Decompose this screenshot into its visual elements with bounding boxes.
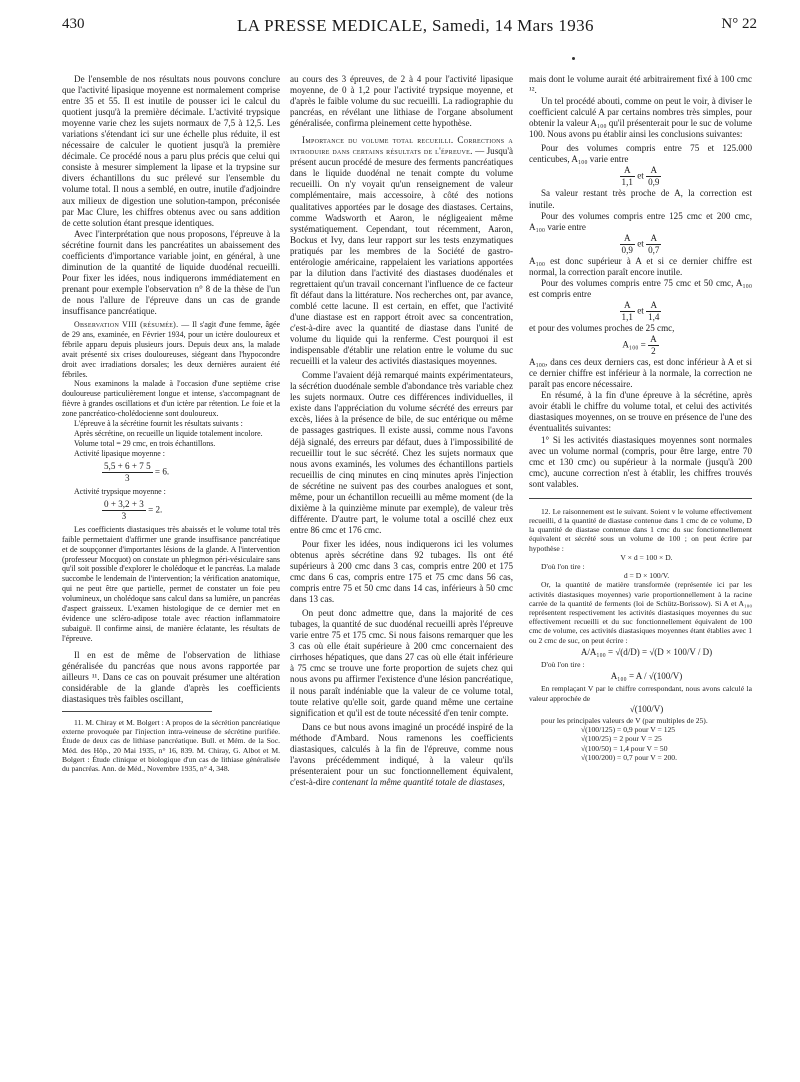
- observation-paragraph: Observation VIII (résumée). — Il s'agit d'une femme, âgée de 29 ans, examinée, en Février 1934, pour un ictère douloureux et fébrile apparu depuis plusieurs jours. Depuis deux ans, la malade avait présenté six crises douloureuses, siégeant dans l'hypocondre droit avec irradiations dorsales; les deux dernières auraient été fébriles.: [62, 320, 281, 379]
- equation-lipase: $\frac{5,5 + 6 + 7 5}{3}$ = 6.: [104, 460, 170, 483]
- column-middle: [290, 74, 513, 788]
- observation-title: Observation VIII (résumée).: [74, 320, 179, 330]
- paragraph: De l'ensemble de nos résultats nous pouvons conclure que l'activité lipasique moyenne est normalement comprise entre 35 et 55. Il est inutile de pousser ici le calcul du quotient jusqu'à la première décimale. L'activité trypsique moyenne varie chez les sujets normaux de 7,5 à 12,5. Les variations s'étendant ici sur une échelle plus réduite, il est nécessaire de calculer le quotient jusqu'à la première décimale. Ce procédé nous a paru plus précis que celui qui consiste à mesurer simplement la lipase et la trypsine sur divers échantillons du suc prélevé sur l'ensemble du volume total. Il nous a semblé, en outre, inutile d'adjoindre aux milieux de digestion une solution-tampon, préconisée par Mac Clure, les chiffres obtenus avec ou sans addition de cette solution étant presque identiques.: [62, 74, 280, 228]
- paragraph: Après sécrétine, on recueille un liquide totalement incolore.: [74, 429, 263, 438]
- paragraph: Activité trypsique moyenne :: [74, 486, 166, 496]
- paragraph: Pour des volumes compris entre 75 cmc et 50 cmc, A₁₀₀ est compris entre: [529, 277, 752, 299]
- paragraph: mais dont le volume aurait été arbitrairement fixé à 100 cmc ¹².: [529, 74, 752, 96]
- column-left: [62, 74, 280, 773]
- footnote-value-row: √(100/200) = 0,7 pour V = 200.: [581, 752, 677, 762]
- paragraph: Pour des volumes compris entre 75 et 125.000 centicubes, A₁₀₀ varie entre: [529, 143, 752, 165]
- footnote-11: 11. M. Chiray et M. Bolgert : A propos de la sécrétion pancréatique externe provoquée par l'injection intra-veineuse de sécrétine purifiée. Étude de deux cas de lithiase pancréatique. Bull. et Mém. de la Soc. Méd. des Hôp., 20 Mai 1935, n° 16, 839. M. Chiray, G. Albot et M. Bolgert : Étude clinique et biologique d'un cas de lithiase généralisée du pancréas. Ann. de Méd., Novembre 1935, n° 4, 348.: [62, 717, 280, 773]
- journal-title: LA PRESSE MEDICALE, Samedi, 14 Mars 1936: [237, 16, 594, 35]
- paragraph: 1° Si les activités diastasiques moyennes sont normales avec un volume normal (compris, pour être large, entre 70 cmc et 130 cmc) ou supérieur à la normale (jusqu'à 200 cmc), aucune correction n'est à établir, les chiffres trouvés sont valables.: [529, 434, 752, 489]
- paragraph: Les coefficients diastasiques très abaissés et le volume total très faible permettaient d'affirmer une grande insuffisance pancréatique et de soupçonner d'importantes lésions de la glande. A l'intervention (professeur Mocquot) on constate un phlegmon péri-vésiculaire sans qu'il soit possible d'explorer le cholédoque et le pancréas. La malade succombe le lendemain de l'intervention; la vérification anatomique, qui ne peut être que partielle, permet de constater un foie peu volumineux, un cholédoque sans calcul dans sa lumière, un pancréas d'aspect graisseux. L'examen histologique de ce dernier met en évidence une scléro-adipose totale avec réaction inflammatoire subaiguë. Il confirme ainsi, de manière éclatante, les résultats de l'épreuve.: [62, 524, 280, 643]
- paragraph: Pour fixer les idées, nous indiquerons ici les volumes obtenus après sécrétine dans 92 tubages. Ils ont été supérieurs à 200 cmc dans 3 cas, compris entre 200 et 175 cmc dans 6 cas, compris entre 175 et 75 cmc dans 56 cas, compris entre 75 et 50 cmc dans 14 cas, inférieurs à 50 cmc dans 13 cas.: [290, 538, 513, 605]
- page-header: [62, 16, 757, 42]
- paragraph: Volume total = 29 cmc, en trois échantillons.: [74, 438, 216, 448]
- paragraph: Activité lipasique moyenne :: [74, 448, 165, 458]
- section-title: Importance du volume total recueilli. Corrections a introduire dans certains résultats de l'épreuve.: [290, 135, 513, 157]
- paragraph: Dans ce but nous avons imaginé un procédé inspiré de la méthode d'Ambard. Nous ramenons les coefficients diastasiques, calculés à la fin de l'épreuve, comme nous l'avons précédemment indiqué, à la valeur qu'ils présenteraient pour un suc fonctionnellement équivalent, c'est-à-dire contenant la même quantité totale de diastases,: [290, 721, 513, 787]
- formula-range-1: $\frac{A}{1,1}$ et $\frac{A}{0,9}$: [621, 165, 660, 188]
- footnote-equation: A₁₀₀ = A / √(100/V): [610, 671, 683, 682]
- formula-25: A₁₀₀ = $\frac{A}{2}$: [622, 334, 657, 357]
- section-paragraph: Importance du volume total recueilli. Corrections a introduire dans certains résultats de l'épreuve. — Jusqu'à présent aucun procédé de mesure des ferments pancréatiques dans le liquide duodénal ne tenait compte du volume recueilli. On n'y voyait qu'un renseignement de valeur complémentaire, mais accessoire, à côté des notions qualitatives apportées par le dosage des diastases. Certains, comme Wadsworth et Aaron, le négligeaient même systématiquement. Cependant, tout récemment, Aaron, Bockus et Ivy, dans leur rapport sur les tests enzymatiques pratiqués par les membres de la Société de gastro-entérologie américaine, rappelaient les variations apportées par la dilution dans l'activité des diastases duodénales et regrettaient qu'un travail concernant l'influence de ce facteur fît défaut dans la littérature. Nos recherches ont, par avance, comblé cette lacune. Il est certain, en effet, que l'activité d'une diastase est en rapport étroit avec sa concentration, c'est-à-dire avec la quantité de diastase dans l'unité de volume du liquide qui la renferme. C'est pourquoi il est indispensable d'établir une relation entre le volume du suc recueilli et la valeur des activités diastasiques moyennes.: [290, 135, 514, 367]
- footnote-equation: V × d = 100 × D.: [620, 552, 673, 562]
- footnote-equation: A/A₁₀₀ = √(d/D) = √(D × 100/V / D): [580, 646, 713, 657]
- footnote-12: 12. Le raisonnement est le suivant. Soient v le volume effectivement recueilli, d la quantité de diastase contenue dans 1 cmc de ce volume, D la quantité de diastase contenue dans 1 cmc du suc fonctionnellement équivalent et sécrété sous un volume de 100 ; on peut écrire par hypothèse :: [529, 506, 752, 553]
- paragraph: Nous examinons la malade à l'occasion d'une septième crise douloureuse particulièrement longue et intense, s'accompagnant de fièvre à grandes oscillations et d'un ictère par rétention. Le foie et la zone pancréatico-cholédocienne sont douloureux.: [62, 379, 280, 419]
- paragraph: En résumé, à la fin d'une épreuve à la sécrétine, après avoir établi le chiffre du volume total, et celui des activités diastasiques moyennes, on se trouve en présence de l'une des éventualités suivantes:: [529, 390, 752, 434]
- paragraph: Il en est de même de l'observation de lithiase généralisée du pancréas que nous avons rapportée par ailleurs ¹¹. Dans ce cas on pouvait présumer une altération considérable de la glande d'après les coefficients diastasiques très faibles oscillant,: [62, 649, 280, 704]
- footnote-equation: d = D × 100/V.: [623, 571, 670, 581]
- footnote-equation: √(100/V): [629, 703, 664, 714]
- paragraph: A₁₀₀ est donc supérieur à A et si ce dernier chiffre est normal, la correction paraît encore inutile.: [529, 255, 752, 277]
- paragraph: A₁₀₀, dans ces deux derniers cas, est donc inférieur à A et si ce dernier chiffre est inférieur à la normale, la correction ne paraît pas encore nécessaire.: [529, 357, 752, 390]
- footnote-rule: [529, 498, 752, 499]
- footnote-text: D'où l'on tire :: [541, 659, 585, 669]
- formula-range-3: $\frac{A}{1,1}$ et $\frac{A}{1,4}$: [621, 299, 660, 322]
- column-right: [529, 74, 752, 762]
- paragraph: Sa valeur restant très proche de A, la correction est inutile.: [529, 188, 752, 210]
- paragraph: au cours des 3 épreuves, de 2 à 4 pour l'activité lipasique moyenne, de 0 à 1,2 pour l'activité trypsique moyenne, et d'après le faible volume du suc recueilli. La radiographie du pancréas, en révélant une lithiase de l'organe absolument généralisée, confirma pleinement cette hypothèse.: [290, 74, 513, 129]
- formula-range-2: $\frac{A}{0,9}$ et $\frac{A}{0,7}$: [621, 232, 660, 255]
- issue-number: N° 22: [721, 16, 757, 32]
- paragraph: On peut donc admettre que, dans la majorité de ces tubages, la quantité de suc duodénal recueilli après l'épreuve varie entre 75 et 175 cmc. Si nous faisons remarquer que les 3 cas où elle était supérieure à 200 cmc concernaient des cirrhoses hépatiques, que dans 27 cas où elle était inférieure à 75 cmc se trouve une forte proportion de sujets chez qui nous avons pu affirmer l'existence d'une lésion pancréatique, il nous paraît indéniable que la valeur de ce volume total, toute relative qu'elle soit, garde quand même une certaine signification et qu'il est de toute nécessité d'en tenir compte.: [290, 608, 513, 718]
- paragraph: Comme l'avaient déjà remarqué maints expérimentateurs, la sécrétion duodénale semble d'abondance très variable chez les sujets normaux. Outre ces différences individuelles, il existe dans l'appréciation du volume sécrété des erreurs par excès, liées à la présence de bile, de suc entérique ou même de passages gastriques. Il existe aussi, comme nous l'avons déjà signalé, des erreurs par défaut, dues à l'impossibilité de recueillir tout le suc sécrété. Chez les sujets normaux que nous avons examinés, les volumes des échantillons partiels recueillis de cinq minutes en cinq minutes après l'injection de sécrétine ne suivent pas des courbes analogues et sont, même, pour un échantillon recueilli au même moment (de la dixième à la quinzième minute par exemple), de valeur très différente. D'autre part, le volume total a oscillé chez eux entre 86 cmc et 176 cmc.: [290, 370, 513, 535]
- footnote-text: Or, la quantité de matière transformée (représentée ici par les activités diastasiques moyennes) varie proportionnellement à la racine carrée de la quantité de ferments (loi de Schütz-Borissow). Si A et A₁₀₀ représentent respectivement les activités diastasiques moyennes du suc effectivement recueilli et du suc fonctionnellement équivalent de 100 cmc de volume, ces activités diastasiques moyennes étant établies avec 1 ou 2 cmc de suc, on peut écrire :: [529, 580, 752, 645]
- footnote-rule: [62, 711, 212, 712]
- footnote-value-row: √(100/25) = 2 pour V = 25: [581, 734, 662, 744]
- footnote-text: pour les principales valeurs de V (par multiples de 25).: [541, 716, 708, 725]
- paragraph: L'épreuve à la sécrétine fournit les résultats suivants :: [74, 419, 243, 429]
- equation-trypsine: $\frac{0 + 3,2 + 3}{3}$ = 2.: [104, 498, 163, 521]
- paragraph: Pour des volumes compris entre 125 cmc et 200 cmc, A₁₀₀ varie entre: [529, 210, 752, 232]
- footnote-text: En remplaçant V par le chiffre correspondant, nous avons calculé la valeur approchée de: [529, 684, 752, 703]
- footnote-value-row: √(100/125) = 0,9 pour V = 125: [581, 725, 676, 735]
- paragraph: Avec l'interprétation que nous proposons, l'épreuve à la sécrétine fournit dans les pancréatites un abaissement des coefficients d'importance variable joint, en général, à une diminution de la quantité de liquide duodénal recueilli. Pour fixer les idées, nous indiquerons immédiatement en prenant pour exemple l'observation n° 8 de la thèse de l'un de nous l'allure de l'épreuve dans un cas de grande insuffisance pancréatique.: [62, 228, 280, 316]
- paragraph: et pour des volumes proches de 25 cmc,: [529, 323, 675, 334]
- footnote-value-row: √(100/50) = 1,4 pour V = 50: [581, 743, 668, 753]
- footnote-text: D'où l'on tire :: [541, 561, 585, 571]
- header-dot: [572, 57, 575, 60]
- page-number: 430: [62, 16, 85, 32]
- paragraph: Un tel procédé abouti, comme on peut le voir, à diviser le coefficient calculé A par certains nombres très simples, pour obtenir la valeur A₁₀₀ qu'il présenterait pour le suc de volume 100. Nous avons pu établir ainsi les conclusions suivantes:: [529, 96, 752, 140]
